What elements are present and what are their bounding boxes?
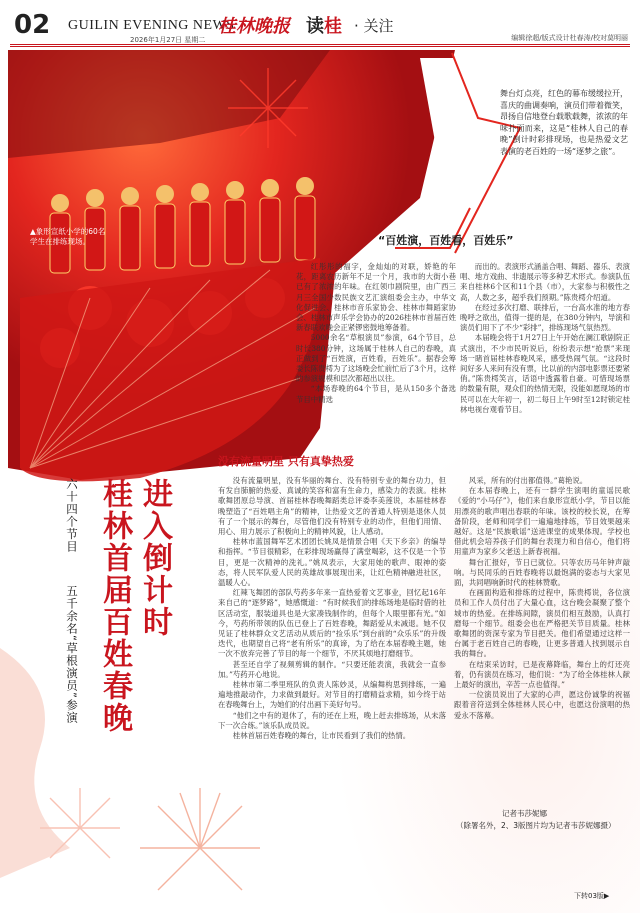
column-sub: · 关注 <box>354 17 394 35</box>
photo-caption-right: 舞台灯点亮，红色的幕布缓缓拉开，喜庆的曲调奏响，演员们带着微笑，昂扬自信地登台载歌载舞，浓浓的年味扑面而来，这是“桂林人自己的春晚”倒计时彩排现场，也是热爱文艺表演的老百姓的一场“逐梦之旅”。 <box>500 89 628 156</box>
article-paragraph: 桂林首届百姓春晚的舞台，让市民看到了我们的热情。 <box>232 731 411 741</box>
paper-name: GUILIN EVENING NEWS <box>68 18 235 33</box>
article-paragraph: 在画面构造和排练的过程中，陈贵樗说，各位演员和工作人员付出了大量心血，这台晚会凝聚了整个城市的热爱。在排练间隙，演员们相互鼓励，认真打磨每一个细节。组委会也在严格把关节目质量。桂林歌舞团的资深专家为节目把关。他们希望通过这样一台属于老百姓自己的春晚，让更多普通人找到展示自我的舞台。 <box>454 588 630 659</box>
headline-sub2: 五千余名“草根演员”参演 <box>65 585 79 724</box>
article-paragraph: 5000余名“草根演员”参演，64个节目，总时长380分钟，这场属于桂林人自己的春晚，真正做到了“百姓演，百姓看，百姓乐”。据春会筹委长陈贵樗为了这场晚会忙前忙后了3个月，这样的参演规模和层次都超出以往。 <box>296 333 456 384</box>
subhead-second: 没有流量明星 只有真挚热爱 <box>218 455 354 468</box>
article-paragraph: 桂林市蓝国舞军艺术团团长姚凤是情景合唱《天下乡亲》的编导和指挥。“节目很精彩，在彩排现场赢得了满堂喝彩，这不仅是一个节目，更是一次精神的洗礼。”姚凤表示，大家用她的歌声、眼神的姿态，将人民军队爱人民的英雄故事展现出来，让红色精神融进社区，温暖人心。 <box>218 537 446 588</box>
page-number: 02 <box>14 10 51 40</box>
article-paragraph: “本场春晚的64个节目，是从150多个备选节目中精选 <box>296 384 456 404</box>
subhead-first: “百姓演，百姓看，百姓乐” <box>378 234 514 247</box>
article-column-b <box>460 262 630 446</box>
reporter-signature: 记者韦莎妮娜 <box>502 809 547 818</box>
headline-sub1: 六十四个节目 <box>65 478 79 553</box>
article-paragraph: 桂林市第二季里班队的负责人陈妙灵，从编舞构思到排练，一遍遍地推敲动作，力求做到最好。对节目的打磨精益求精，如今终于站在春晚舞台上，为她们的付出画下美好句号。 <box>218 680 446 710</box>
article-paragraph: 而出的。表演形式涵盖合唱、舞蹈、器乐、表演唱、地方戏曲、非遗展示等多种艺术形式。参演队伍来自桂林6个区和11个县（市），大家参与积极性之高，人数之多，超乎我们预期。”陈贵樗介绍道。 <box>460 262 630 302</box>
header-rule <box>10 46 630 47</box>
column-name-b: 桂 <box>324 16 342 37</box>
article-paragraph: 甚至还自学了视频剪辑的制作。“只要还能表演，我就会一直参加。”芍药开心地说。 <box>218 659 446 679</box>
page-header <box>0 0 640 48</box>
headline-line1: 进入倒计时 <box>137 478 172 638</box>
article-column-a <box>296 262 456 446</box>
article-paragraph: 没有流量明星，没有华丽的舞台、没有特别专业的舞台功力，但有发自肺腑的热爱、真诚的笑容和富有生命力，感染力的表演。桂林歌舞团原总导演、首届桂林春晚舞蹈类总评委李美莲说，本届桂林春晚塑造了“百姓唱主角”的精神，让热爱文艺的普通人特别是退休人员有了一个展示的舞台，尽管他们没有特别专业的动作，但他们用情、用心、用力展示了积极向上的精神风貌，让人感动。 <box>218 476 446 537</box>
article-paragraph: 红辣飞舞团的部队芍药多年来一直热爱着文艺事业，回忆起16年来自己的“逐梦路”，她感慨道：“有时候我们的排练场地是临时借的社区活动室，服装道具也是大家凑钱制作的，但每个人眼里都有光。”如今，芍药所带领的队伍已登上了百姓春晚，舞蹈爱从未减退。她不仅见证了桂林群众文艺活动从质后的“捡乐乐”到台前的“众乐乐”的升级迭代，也期望自己将“老有所乐”的真谛，为了给在本届春晚主题，她一次不放弃完善了节目的每一个细节，不厌其烦地打磨细节。 <box>218 588 446 659</box>
article-paragraph: 风采，所有的付出都值得。”葛艳说。 <box>468 476 588 485</box>
continued-next-page: 下转03版▶ <box>574 892 610 900</box>
article-paragraph: “他们之中有的退休了，有的还在上班，晚上赶去排练场，从未落下一次合练。”该乐队成员说。 <box>218 710 446 730</box>
article-paragraph: 在经过多次打磨、联排后，一台高水准的地方春晚呼之欲出，值得一提的是，在380分钟内，导演和演员们用下了不少“彩排”，排练现场气氛热烈。 <box>460 302 630 333</box>
article-paragraph: 本届晚会将于1月27日上午开始在澜江歌剧院正式演出，不少市民听说后，纷纷表示想“抢票”来现场一睹首届桂林春晚风采，感受热闹气氛。“这段时间好多人来问有没有票，比以前的内部电影票还要紧俏。”陈贵樗笑言，话语中透露着自豪。可惜现场票的数量有限，观众们的热情无限，没能如愿现场的市民可以在大年初一，初二每日上午9时至12时锁定桂林电视台观看节目。 <box>460 333 630 414</box>
photo-caption-left: ▲象形宣纸小学的60名学生在排练现场。 <box>30 227 106 246</box>
article-paragraph: 在结束采访时，已是夜幕降临，舞台上的灯还亮着，仍有演员在练习，他们说：“为了给全体桂林人献上最好的演出，辛苦一点也值得。” <box>454 659 630 690</box>
issue-date: 2026年1月27日 星期二 <box>130 36 206 44</box>
article-paragraph: 一位演员说出了大家的心声，愿这份诚挚的祝福跟着音符送到全体桂林人民心中，也愿这份演唱的热爱永不落幕。 <box>454 690 630 720</box>
column-name-a: 读 <box>306 16 324 37</box>
article-column-c <box>218 476 446 848</box>
headline-line2: 桂林首届百姓春晚 <box>97 478 132 734</box>
header-rule-top <box>10 44 630 45</box>
article-paragraph: 红彤彤的福字，金灿灿的对联，娇艳的年花，距离农历新年不足一个月，我市的大街小巷已有了浓浓的年味。在红领巾剧院里，由广西三月三全国少数民族文艺汇演组委会主办，中华文化促进会、桂林市音乐家协会、桂林市舞蹈家协会、桂林市声乐学会协办的2026桂林市首届百姓新春联欢晚会正紧锣密鼓地筹备着。 <box>296 262 456 333</box>
editor-credits: 编辑徐超/版式设计杜春涛/校对莫明丽 <box>511 34 628 42</box>
article-column-d <box>454 476 630 804</box>
article-paragraph: 在本届春晚上，还有一群学生演唱的童谣民歌《爱的“小马仔”》，他们来自象形宣纸小学，节目以能用漂亮的歌声唱出春联的年味。该校的校长说，在筹备阶段，老师和同学们一遍遍地排练，节目效果越来越好。这是“民族歌谣”送进课堂的成果体现。学校也借此机会培养孩子们的舞台表现力和自信心，他们将用童声为家乡父老送上新春祝福。 <box>454 486 630 557</box>
newspaper-logo: 桂林晚报 <box>218 16 290 37</box>
photo-credit: （除署名外，2、3版图片均为记者韦莎妮娜摄） <box>456 821 616 830</box>
column-name <box>306 12 342 38</box>
article-paragraph: 舞台汇报好，节日已就位。只等农历马年钟声敲响。与民同乐的百姓春晚将以最饱满的姿态与大家见面，共同唱响新时代的桂林赞歌。 <box>454 557 630 588</box>
